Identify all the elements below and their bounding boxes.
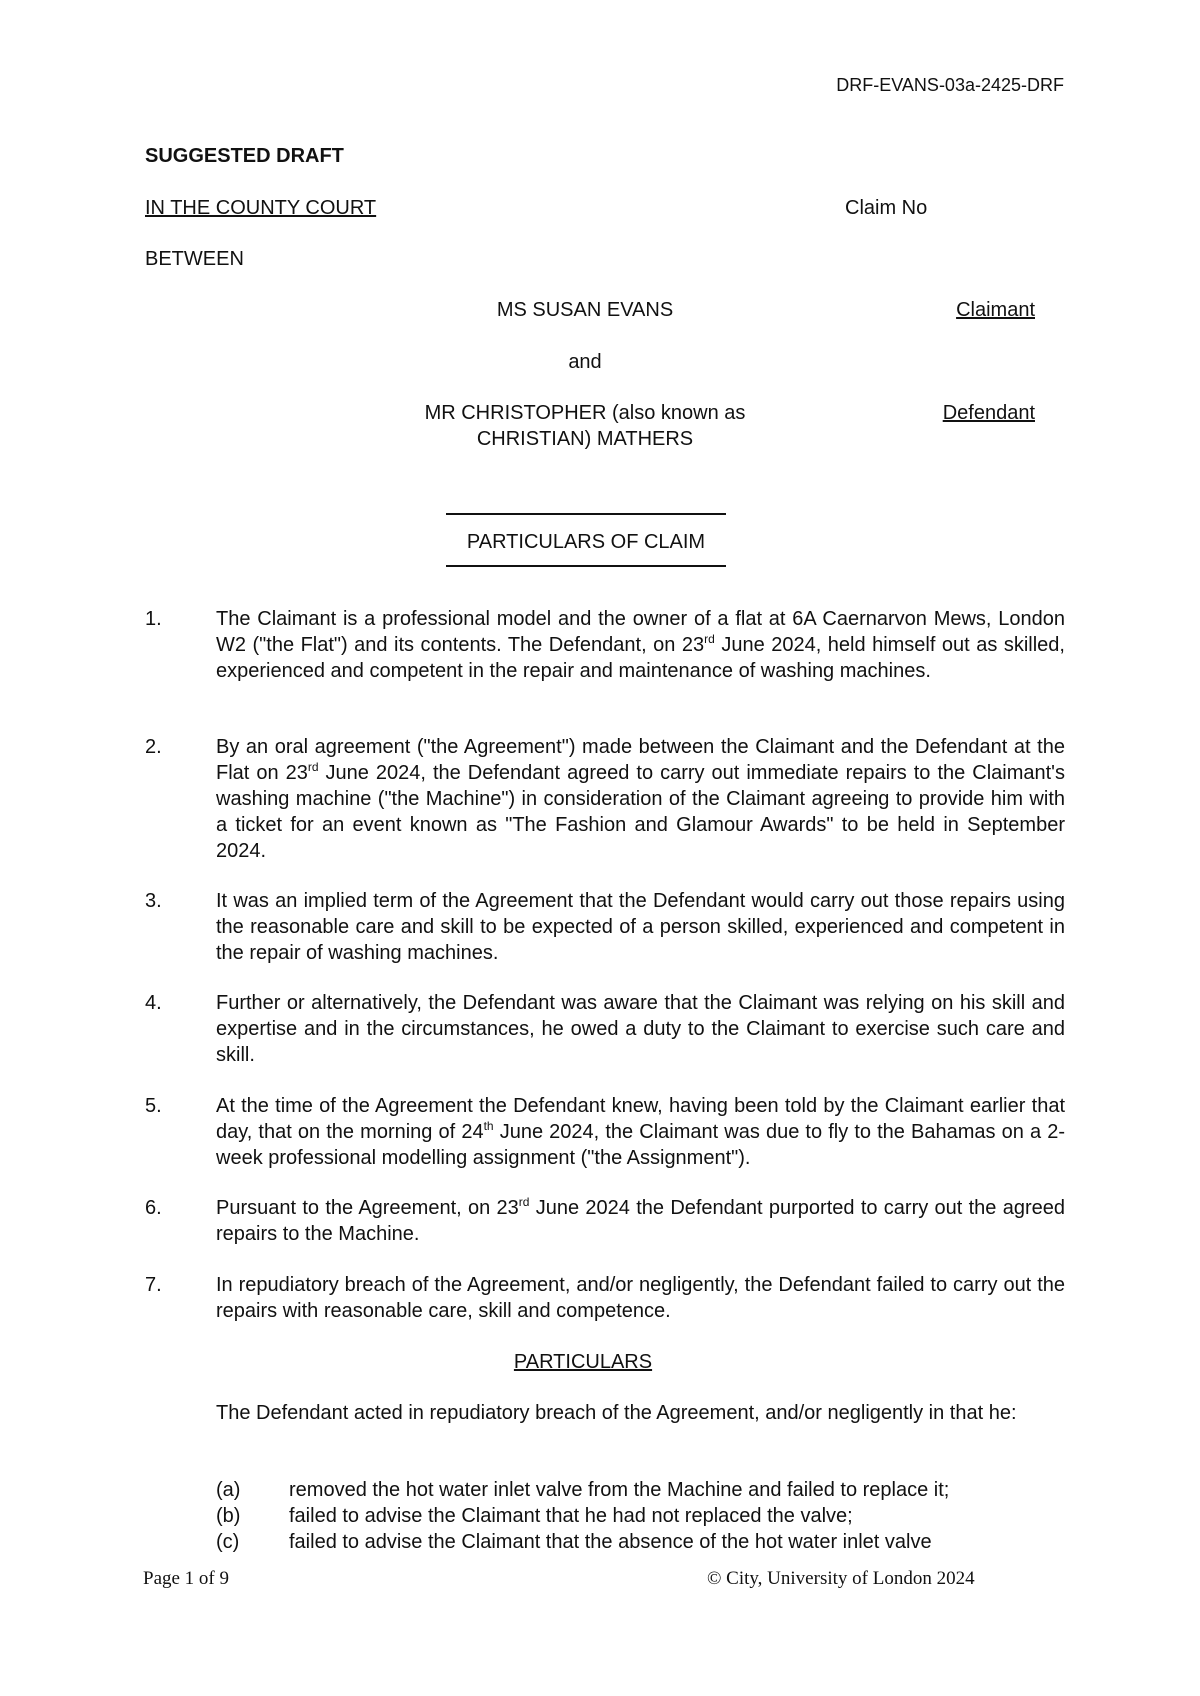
page-number: Page 1 of 9 [143, 1568, 230, 1589]
document-reference: DRF-EVANS-03a-2425-DRF [836, 75, 1064, 95]
title-rule-bottom [446, 565, 726, 567]
paragraph-text: At the time of the Agreement the Defendant knew, having been told by the Claimant earlier that day, that on the morning of 24th June 2024, the Claimant was due to fly to the Bahamas on a 2-week professional modelling assignment ("the Assignment"). [216, 1095, 1066, 1169]
paragraph-text: The Claimant is a professional model and the owner of a flat at 6A Caernarvon Mews, London W2 ("the Flat") and its contents. The Defendant, on 23rd June 2024, held himself out as skilled, experienced and competent in the repair and maintenance of washing machines. [216, 608, 1065, 682]
paragraph-number: 1. [145, 608, 162, 630]
paragraph-text: It was an implied term of the Agreement that the Defendant would carry out those repairs using the reasonable care and skill to be expected of a person skilled, experienced and competent in the repair of washing machines. [216, 890, 1065, 964]
item-text: removed the hot water inlet valve from the Machine and failed to replace it; [289, 1479, 950, 1501]
paragraph-number: 4. [145, 992, 162, 1014]
paragraph-number: 5. [145, 1095, 162, 1117]
paragraph-text: Further or alternatively, the Defendant was aware that the Claimant was relying on his skill and expertise and in the circumstances, he owed a duty to the Claimant to exercise such care and skill. [216, 992, 1065, 1066]
section-title: PARTICULARS OF CLAIM [466, 531, 706, 553]
particulars-heading: PARTICULARS [513, 1351, 653, 1373]
paragraph-number: 7. [145, 1274, 162, 1296]
claimant-role: Claimant [956, 299, 1035, 321]
document-title: SUGGESTED DRAFT [145, 145, 344, 167]
paragraph-text: Pursuant to the Agreement, on 23rd June 2024 the Defendant purported to carry out the agreed repairs to the Machine. [216, 1195, 1065, 1245]
item-text: failed to advise the Claimant that he had not replaced the valve; [289, 1505, 853, 1527]
defendant-name: MR CHRISTOPHER (also known as CHRISTIAN) MATHERS [424, 402, 746, 450]
claimant-name: MS SUSAN EVANS [496, 299, 674, 321]
paragraph-number: 2. [145, 736, 162, 758]
item-label: (a) [216, 1479, 241, 1501]
paragraph-number: 6. [145, 1197, 162, 1219]
item-label: (b) [216, 1505, 241, 1527]
defendant-role: Defendant [942, 402, 1035, 424]
paragraph-text: By an oral agreement ("the Agreement") made between the Claimant and the Defendant at the Flat on 23rd June 2024, the Defendant agreed to carry out immediate repairs to the Claimant's washing machine ("the Machine") in consideration of the Claimant agreeing to provide him with a ticket for an event known as "The Fashion and Glamour Awards" to be held in September 2024. [216, 736, 1065, 862]
claim-number-label: Claim No [845, 197, 928, 219]
title-rule-top [446, 513, 726, 515]
court-name: IN THE COUNTY COURT [145, 197, 377, 219]
copyright-notice: © City, University of London 2024 [707, 1568, 975, 1589]
between-label: BETWEEN [145, 248, 244, 270]
particulars-intro: The Defendant acted in repudiatory breach of the Agreement, and/or negligently in that he: [216, 1402, 1017, 1424]
item-text: failed to advise the Claimant that the absence of the hot water inlet valve [289, 1531, 932, 1553]
paragraph-number: 3. [145, 890, 162, 912]
paragraph-text: In repudiatory breach of the Agreement, and/or negligently, the Defendant failed to carry out the repairs with reasonable care, skill and competence. [216, 1274, 1065, 1322]
and-label: and [568, 351, 602, 373]
item-label: (c) [216, 1531, 240, 1553]
